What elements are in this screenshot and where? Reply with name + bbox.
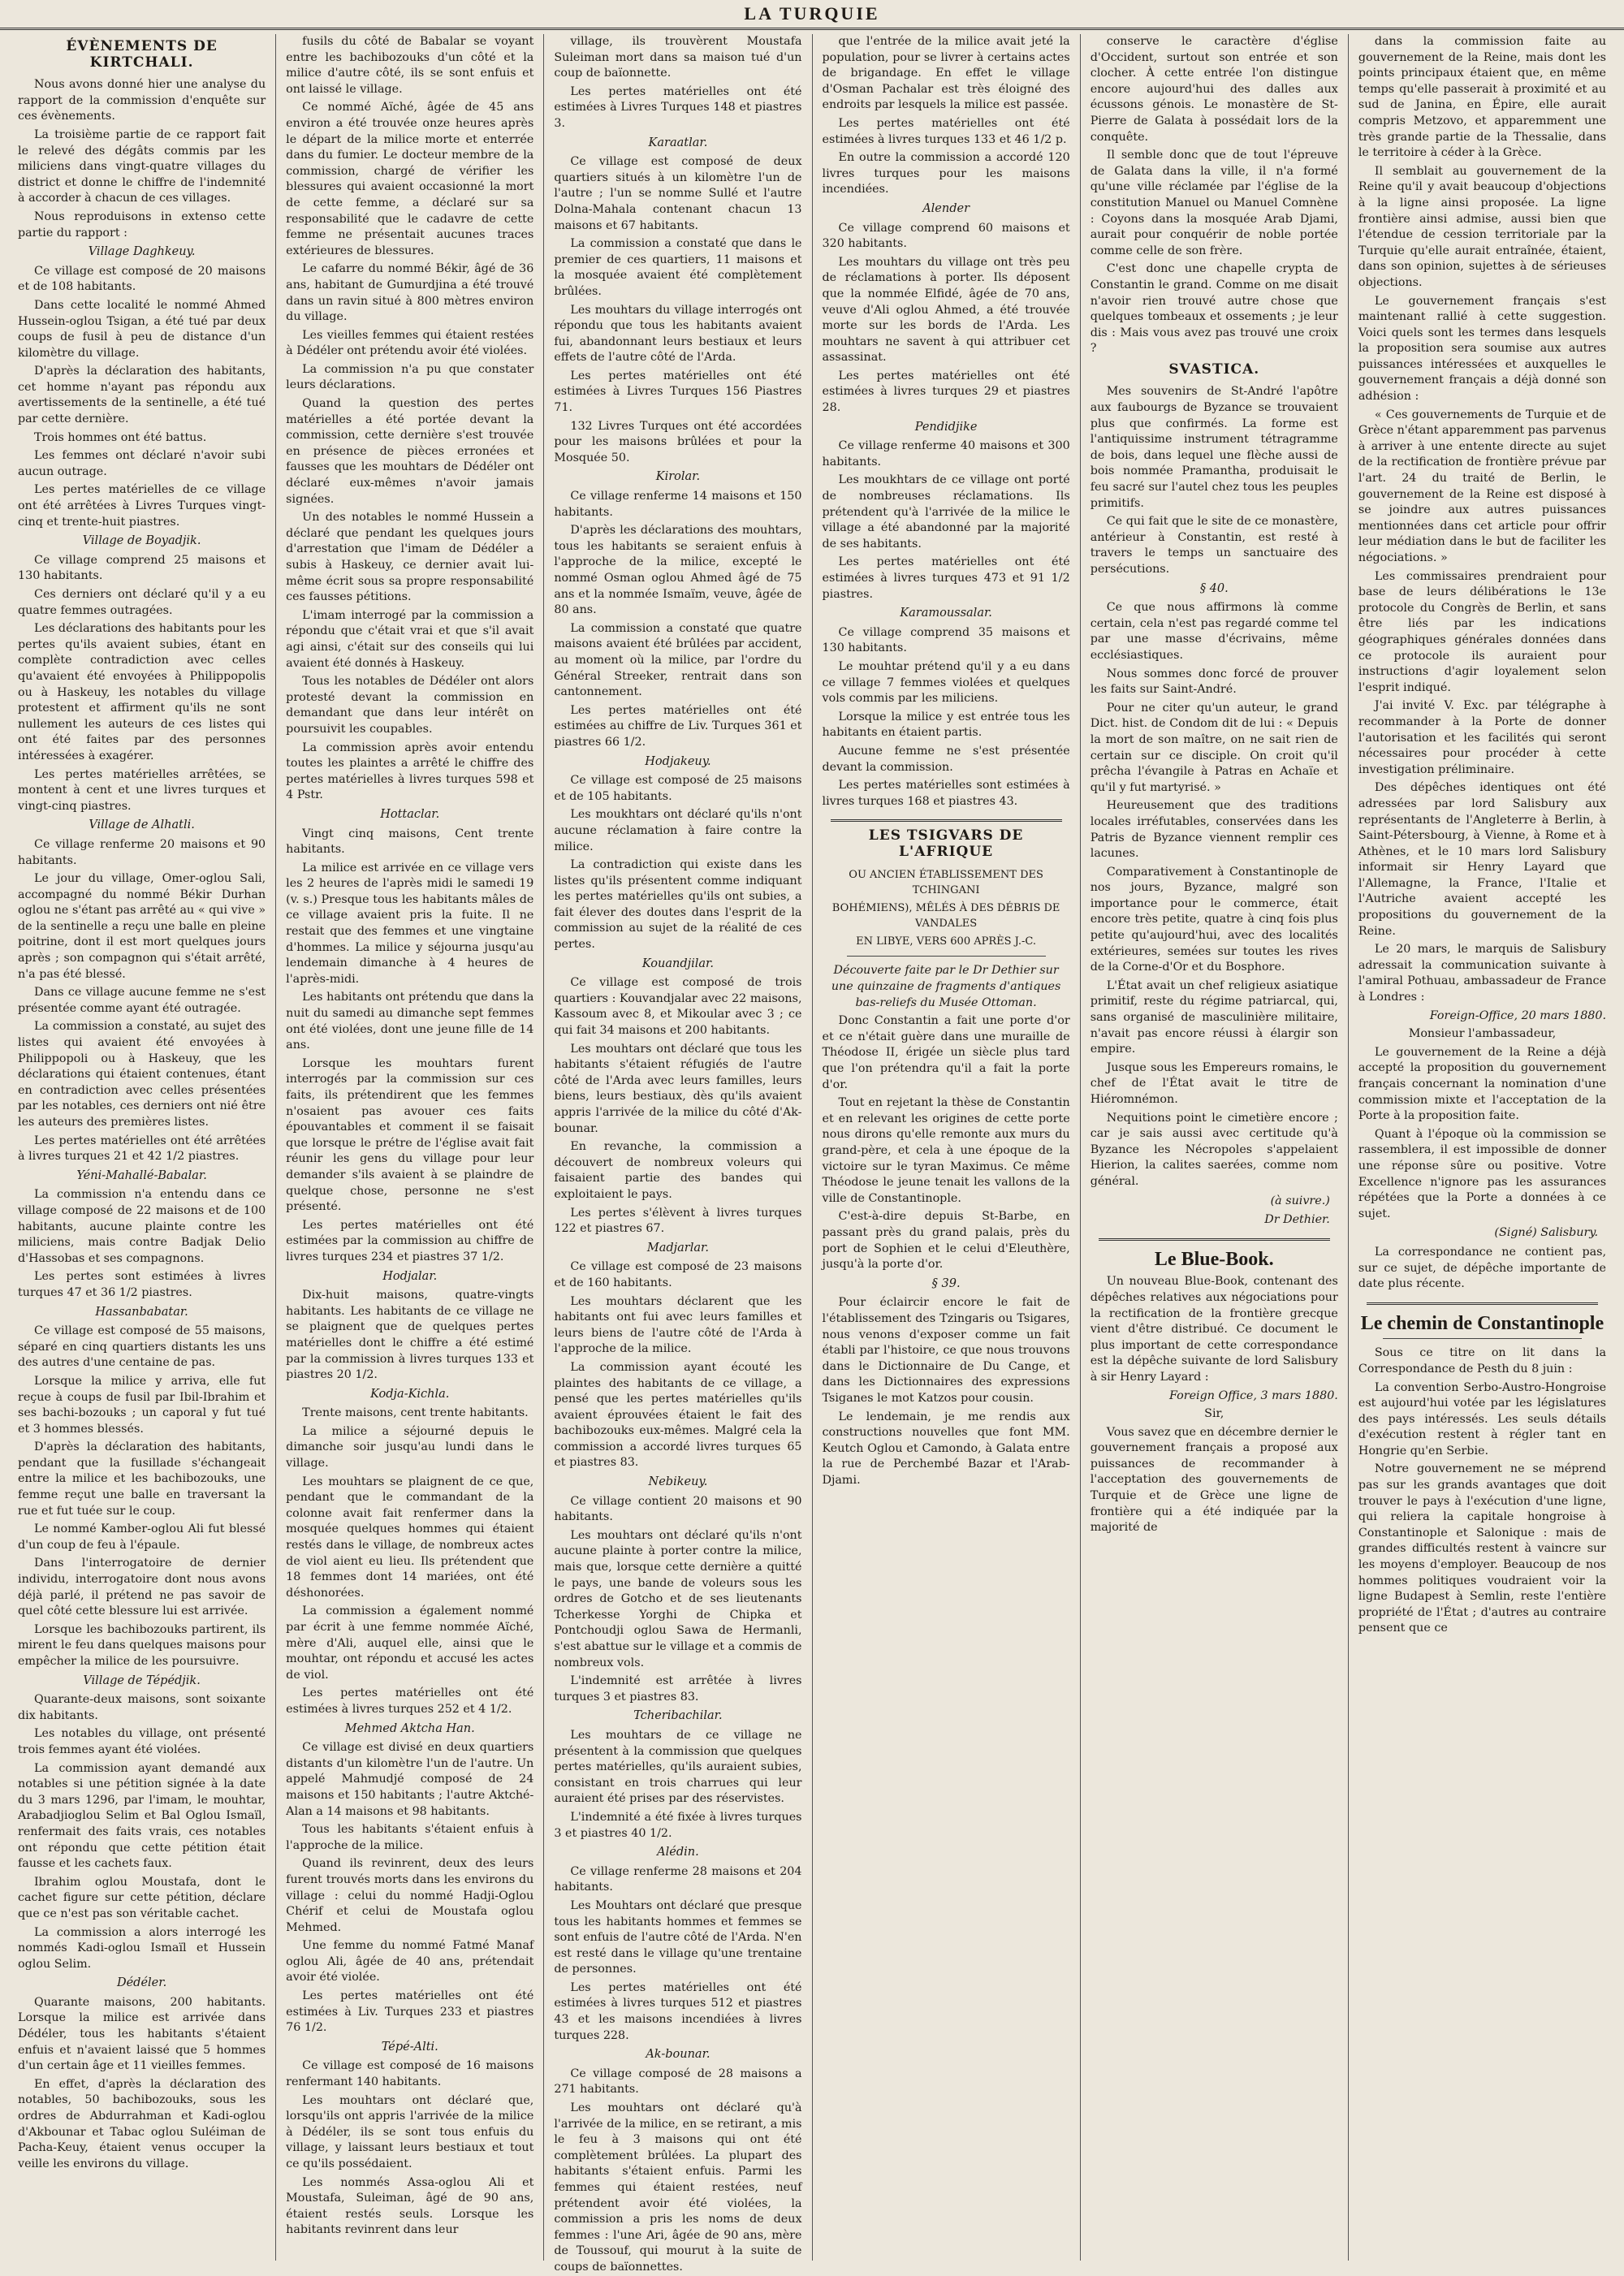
article-heading-kirtchali: ÉVÈNEMENTS DE KIRTCHALI. — [66, 38, 218, 71]
paragraph: Les commissaires prendraient pour base de leurs délibérations le 13e protocole du Congrès de Berlin, et sans être liés par les indications géographiques générales données dans ce protocole ils auraient pour instructions d'agir loyalement selon l'esprit indiqué. — [1358, 569, 1607, 694]
section-number: § 40. — [1199, 581, 1229, 595]
salutation: Monsieur l'ambassadeur, — [1408, 1027, 1557, 1041]
paragraph: Aucune femme ne s'est présentée devant la commission. — [822, 744, 1070, 774]
column-3 — [544, 34, 812, 2274]
paragraph: Trois hommes ont été battus. — [34, 430, 207, 444]
paragraph: Ce village est composé de trois quartiers : Kouvandjalar avec 22 maisons, Kassoum avec 8, et Mikoular avec 3 ; ce qui fait 34 maisons et 200 habitants. — [554, 976, 802, 1038]
paragraph: Les pertes matérielles ont été estimées à livres turques 473 et 91 1/2 piastres. — [822, 555, 1070, 601]
paragraph: Ce village est composé de 23 maisons et de 160 habitants. — [554, 1260, 802, 1289]
paragraph: Les pertes matérielles ont été estimées à livres turques 133 et 46 1/2 p. — [822, 116, 1070, 146]
paragraph: Le cafarre du nommé Békir, âgé de 36 ans, habitant de Gumurdjina a été trouvé dans un ravin situé à 800 mètres environ du village. — [286, 262, 534, 324]
paragraph: La troisième partie de ce rapport fait le relevé des dégâts commis par les miliciens dans vingt-quatre villages du district et donne le chiffre de l'indemnité à accorder à chacun de ces villages. — [18, 127, 266, 205]
village-heading: Village Daghkeuy. — [88, 245, 196, 259]
paragraph: 132 Livres Turques ont été accordées pour les maisons brûlées et pour la Mosquée 50. — [554, 419, 802, 464]
village-heading: Kouandjilar. — [641, 957, 714, 970]
paragraph: Heureusement que des traditions locales irréfutables, conservées dans les Patris de Byzance viennent remplir ces lacunes. — [1090, 799, 1338, 861]
svastica-heading: SVASTICA. — [1168, 361, 1260, 378]
paragraph: Le lendemain, je me rendis aux constructions nouvelles que font MM. Keutch Oglou et Camondo, à Galata entre la rue de Perchembé Bazar et l'Arab-Djami. — [822, 1410, 1070, 1487]
feature-subtitle: BOHÉMIENS), MÊLÉS À DES DÉBRIS DE VANDALES — [831, 901, 1060, 931]
paragraph: Ce que nous affirmons là comme certain, cela n'est pas regardé comme tel par une masse d'écrivains, même ecclésiastiques. — [1090, 601, 1338, 662]
paragraph: fusils du côté de Babalar se voyant entre les bachibozouks d'un côté et la milice d'autre côté, ils se sont enfuis et ont laissé le village. — [286, 35, 534, 96]
column-2 — [276, 34, 544, 2261]
paragraph: Ce nommé Aïché, âgée de 45 ans environ a été trouvée onze heures après le départ de la milice morte et enterrée dans du fumier. Le docteur membre de la commission, chargé de vérifier les blessures qui avaient occasionné la mort de cette femme, a déclaré sur sa responsabilité que le cadavre de cette femme ne présentait aucunes traces extérieures de blessures. — [286, 101, 534, 257]
paragraph: J'ai invité V. Exc. par télégraphe à recommander à la Porte de donner l'autorisation et les facilités qui seront nécessaires pour procéder à cette investigation préliminaire. — [1358, 699, 1607, 776]
paragraph: Les pertes matérielles ont été estimées à livres turques 29 et piastres 28. — [822, 369, 1070, 415]
paragraph: Nequitions point le cimetière encore ; car je sais aussi avec certitude qu'à Byzance les Nécropoles s'appelaient Hierion, la calites saerées, comme nom général. — [1090, 1111, 1338, 1188]
paragraph: Quarante-deux maisons, sont soixante dix habitants. — [18, 1693, 266, 1722]
paragraph: Pour éclaircir encore le fait de l'établissement des Tzingaris ou Tsigares, nous venons d'exposer comme un fait établi par l'histoire, ce que nous trouvons dans le Dictionnaire de Du Cange, et dans les Dictionnaires des expressions Tsiganes le mot Katzos pour cousin. — [822, 1296, 1070, 1405]
paragraph: Ce village est composé de 16 maisons renfermant 140 habitants. — [286, 2059, 534, 2089]
paragraph: En outre la commission a accordé 120 livres turques pour les maisons incendiées. — [822, 151, 1070, 197]
village-heading: Hottaclar. — [380, 807, 440, 821]
paragraph: Les pertes matérielles ont été estimées au chiffre de Liv. Turques 361 et piastres 66 1/2. — [554, 703, 802, 749]
paragraph: D'après les déclarations des mouhtars, tous les habitants se seraient enfuis à l'approche de la milice, excepté le nommé Osman oglou Ahmed âgé de 75 ans et la nommée Ismaïm, veuve, âgée de 80 ans. — [554, 524, 802, 617]
paragraph: Sous ce titre on lit dans la Correspondance de Pesth du 8 juin : — [1358, 1346, 1607, 1376]
paragraph: Nous sommes donc forcé de prouver les faits sur Saint-André. — [1090, 667, 1338, 697]
paragraph: Nous reproduisons in extenso cette partie du rapport : — [18, 209, 266, 240]
paragraph: Les pertes matérielles sont estimées à livres turques 168 et piastres 43. — [822, 779, 1070, 808]
feature-subtitle: OU ANCIEN ÉTABLISSEMENT DES TCHINGANI — [849, 868, 1043, 897]
paragraph: En effet, d'après la déclaration des notables, 50 bachibozouks, sous les ordres de Abdurrahman et Kadi-oglou d'Akbounar et Tabac oglou Suléiman de Pacha-Keuy, étaient venus occuper la veille les environs du village. — [18, 2077, 266, 2170]
column-6 — [1349, 34, 1616, 2261]
paragraph: Donc Constantin a fait une porte d'or et ce n'était guère dans une muraille de Théodose II, érigée un siècle plus tard que l'on prétendra qu'il a fait la porte d'or. — [822, 1014, 1070, 1091]
paragraph: Les femmes ont déclaré n'avoir subi aucun outrage. — [18, 449, 266, 478]
paragraph: dans la commission faite au gouvernement de la Reine, mais dont les points principaux étaient que, en même temps qu'elle passerait à proximité et au sud de Janina, en Épire, elle aurait compris Metzovo, et apparemment une très grande partie de la Thessalie, dans le territoire à céder à la Grèce. — [1358, 35, 1607, 160]
paragraph: La commission a alors interrogé les nommés Kadi-oglou Ismaïl et Hussein oglou Selim. — [18, 1925, 266, 1971]
paragraph: Lorsque la milice y est entrée tous les habitants en étaient partis. — [822, 710, 1070, 740]
paragraph: Les nommés Assa-oglou Ali et Moustafa, Suleiman, âgé de 90 ans, étaient restés seuls. Lorsque les habitants revinrent dans leur — [286, 2175, 534, 2237]
paragraph: Tous les notables de Dédéler ont alors protesté devant la commission en demandant que dans leur intérêt on poursuivit les coupables. — [286, 675, 534, 736]
paragraph: Les pertes matérielles ont été estimées à livres turques 252 et 4 1/2. — [286, 1686, 534, 1716]
paragraph: Trente maisons, cent trente habitants. — [302, 1406, 529, 1420]
paragraph: Ce village composé de 28 maisons a 271 habitants. — [554, 2067, 802, 2097]
paragraph: La milice est arrivée en ce village vers les 2 heures de l'après midi le samedi 19 (v. s.) Presque tous les habitants mâles de ce village avaient pris la fuite. Il ne restait que des femmes et une vingtaine d'hommes. La milice y séjourna jusqu'au lendemain dimanche à 4 heures de l'après-midi. — [286, 861, 534, 986]
village-heading: Nebikeuy. — [648, 1475, 708, 1489]
paragraph: Les pertes s'élèvent à livres turques 122 et piastres 67. — [554, 1206, 802, 1236]
paragraph: C'est donc une chapelle crypta de Constantin le grand. Comme on me disait n'avoir rien trouvé autre chose que quelques tombeaux et ossements ; je leur dis : Mais vous avez pas trouvé une croix ? — [1090, 262, 1338, 356]
feature-title: LES TSIGVARS DE L'AFRIQUE — [868, 827, 1024, 860]
village-heading: Pendidjike — [914, 420, 978, 434]
paragraph: La commission a également nommé par écrit à une femme nommée Aïché, mère d'Ali, auquel elle, ainsi que le mouhtar, ont répondu et accusé les actes de viol. — [286, 1604, 534, 1682]
village-heading: Kirolar. — [655, 470, 701, 484]
paragraph: D'après la déclaration des habitants, cet homme n'ayant pas répondu aux avertissements de la sentinelle, a été tué par cette dernière. — [18, 365, 266, 426]
paragraph: conserve le caractère d'église d'Occident, surtout son entrée et son clocher. À cette entrée l'on distingue encore aujourd'hui des dalles aux écussons génois. Le monastère de St-Pierre de Galata à possédait lors de la conquête. — [1090, 35, 1338, 144]
column-1 — [8, 34, 276, 2261]
paragraph: Ce village comprend 35 maisons et 130 habitants. — [822, 625, 1070, 655]
paragraph: La commission a constaté que dans le premier de ces quartiers, 11 maisons et la mosquée avaient été complètement brûlées. — [554, 237, 802, 298]
paragraph: Dans l'interrogatoire de dernier individu, interrogatoire dont nous avons déjà parlé, il prétend ne pas savoir de quel côté cette blessure lui est arrivée. — [18, 1557, 266, 1618]
paragraph: C'est-à-dire depuis St-Barbe, en passant près du grand palais, près du port de Sophien et le celui d'Eleuthère, jusqu'à la porte d'or. — [822, 1210, 1070, 1272]
paragraph: Les Mouhtars ont déclaré que presque tous les habitants hommes et femmes se sont enfuis de l'autre côté de l'Arda. N'en est resté dans le village qu'une trentaine de personnes. — [554, 1898, 802, 1976]
masthead — [0, 0, 1624, 30]
paragraph: Une femme du nommé Fatmé Manaf oglou Ali, âgée de 40 ans, prétendait avoir été violée. — [286, 1939, 534, 1984]
village-heading: Village de Alhatli. — [89, 818, 195, 832]
paragraph: Notre gouvernement ne se méprend pas sur les grands avantages que doit trouver le pays à l'exécution d'une ligne, qui reliera la capitale hongroise à Constantinople et Salonique : mais de grandes difficultés restent à vaincre sur les moyens d'employer. Beaucoup de nos hommes politiques voudraient voir la ligne Budapest à Semlin, reste l'entière propriété de l'État ; d'autres au contraire pensent que ce — [1358, 1462, 1607, 1635]
paragraph: La contradiction qui existe dans les listes qu'ils présentent comme indiquant les pertes matérielles qu'ils ont subies, a fait élever des doutes dans l'esprit de la commission au sujet de la réalité de ces pertes. — [554, 858, 802, 952]
village-heading: Hodjalar. — [382, 1269, 438, 1283]
continuation-note: (à suivre.) — [1270, 1194, 1330, 1207]
section-divider — [831, 819, 1062, 822]
paragraph: Les pertes matérielles ont été estimées à livres turques 512 et piastres 43 et les maisons incendiées à livres turques 228. — [554, 1980, 802, 2042]
village-heading: Karaatlar. — [648, 136, 708, 149]
paragraph: Lorsque les mouhtars furent interrogés par la commission sur ces faits, ils prétendirent que les femmes n'osaient pas avouer ces faits épouvantables et comment il se faisait que lorsque le prétre de l'église avait fait réunir les gens du village pour leur demander s'ils avaient à se plaindre de quelque chose, personne ne s'est présenté. — [286, 1056, 534, 1214]
paragraph: Dix-huit maisons, quatre-vingts habitants. Les habitants de ce village ne se plaignent que de quelques pertes matérielles dont le chiffre a été estimé par la commission à livres turques 133 et piastres 20 1/2. — [286, 1289, 534, 1382]
paragraph: L'État avait un chef religieux asiatique primitif, reste du régime patriarcal, qui, sans organisé de masculinière militaire, n'avait pas encore réussi à élargir son empire. — [1090, 978, 1338, 1056]
village-heading: Hassanbabatar. — [95, 1305, 188, 1319]
paragraph: Les pertes sont estimées à livres turques 47 et 36 1/2 piastres. — [18, 1270, 266, 1299]
paragraph: Ce village renferme 14 maisons et 150 habitants. — [554, 490, 802, 519]
paragraph: Tous les habitants s'étaient enfuis à l'approche de la milice. — [286, 1823, 534, 1852]
paragraph: Ce village est composé de 25 maisons et de 105 habitants. — [554, 774, 802, 803]
paragraph: Des dépêches identiques ont été adressées par lord Salisbury aux représentants de l'Angleterre à Berlin, à Saint-Pétersbourg, à Vienne, à Rome et à Athènes, et le 10 mars lord Salisbury informait sir Henry Layard que l'Allemagne, la France, l'Italie et l'Autriche avaient accepté les propositions du gouvernement de la Reine. — [1358, 781, 1607, 938]
paragraph: Les moukhtars de ce village ont porté de nombreuses réclamations. Ils prétendent qu'à l'arrivée de la milice le village a été abandonné par la majorité de ses habitants. — [822, 473, 1070, 551]
paragraph: Tout en rejetant la thèse de Constantin et en relevant les origines de cette porte nous dirons qu'elle remonte aux murs du grand-père, et cela à une époque de la victoire sur le tyran Maximus. Ce même Théodose le jeune tenait les vallons de la ville de Constantinople. — [822, 1096, 1070, 1205]
village-heading: Alender — [922, 201, 970, 215]
village-heading: Village de Tépédjik. — [83, 1674, 201, 1687]
village-heading: Tcheribachilar. — [633, 1709, 723, 1723]
paragraph: Ce village renferme 40 maisons et 300 habitants. — [822, 439, 1070, 469]
columns — [8, 34, 1616, 2274]
paragraph: Les mouhtars ont déclaré qu'à l'arrivée de la milice, en se retirant, a mis le feu à 3 maisons qui ont été complètement brûlées. La plupart des habitants s'étaient enfuis. Parmi les femmes qui étaient restées, neuf prétendent avoir été violées, la commission a pris les noms de deux femmes : l'une Ari, âgée de 90 ans, mère de Toussouf, qui mourut à la suite de coups de baïonnettes. — [554, 2101, 802, 2274]
village-heading: Tépé-Alti. — [381, 2040, 438, 2054]
village-heading: Village de Boyadjik. — [82, 534, 201, 548]
paragraph: La correspondance ne contient pas, sur ce sujet, de dépêche importante de date plus récente. — [1358, 1245, 1607, 1291]
paragraph: Ce village comprend 25 maisons et 130 habitants. — [18, 553, 266, 583]
signature: (Signé) Salisbury. — [1494, 1226, 1599, 1240]
column-4 — [813, 34, 1081, 2261]
paragraph: Les habitants ont prétendu que dans la nuit du samedi au dimanche sept femmes ont été violées, dont une jeune fille de 14 ans. — [286, 991, 534, 1052]
column-5 — [1081, 34, 1349, 2261]
village-heading: Yéni-Mahallé-Babalar. — [76, 1168, 207, 1182]
railway-article-title: Le chemin de Constantinople — [1360, 1312, 1605, 1334]
section-divider — [1367, 1302, 1598, 1305]
paragraph: Ce village est composé de 20 maisons et de 108 habitants. — [18, 264, 266, 294]
paragraph: Les moukhtars ont déclaré qu'ils n'ont aucune réclamation à faire contre la milice. — [554, 808, 802, 853]
paragraph: La commission ayant écouté les plaintes des habitants de ce village, a pensé que les pertes matérielles qu'ils avaient éprouvées étaient le fait des bachibozouks eux-mêmes. Malgré cela la commission a accordé livres turques 65 et piastres 83. — [554, 1360, 802, 1470]
blue-book-title: Le Blue-Book. — [1154, 1248, 1274, 1270]
village-heading: Ak-bounar. — [646, 2048, 710, 2062]
paragraph: Les vieilles femmes qui étaient restées à Dédéler ont prétendu avoir été violées. — [286, 328, 534, 358]
paragraph: La commission après avoir entendu toutes les plaintes a arrêté le chiffre des pertes matérielles à livres turques 598 et 4 Pstr. — [286, 741, 534, 802]
salutation: Sir, — [1204, 1407, 1224, 1421]
section-number: § 39. — [931, 1276, 961, 1290]
paragraph: Le gouvernement de la Reine a déjà accepté la proposition du gouvernement français concernant la nomination d'une commission mixte et l'acceptation de la Porte à la proposition faite. — [1358, 1045, 1607, 1123]
paragraph: Les notables du village, ont présenté trois femmes ayant été violées. — [18, 1727, 266, 1756]
paragraph: Ces derniers ont déclaré qu'il y a eu quatre femmes outragées. — [18, 588, 266, 617]
paragraph: Lorsque la milice y arriva, elle fut reçue à coups de fusil par Ibil-Ibrahim et ses bachi-bozouks ; un caporal y fut tué et 3 hommes blessés. — [18, 1374, 266, 1436]
village-heading: Mehmed Aktcha Han. — [344, 1721, 475, 1735]
paragraph: Les mouhtars du village ont très peu de réclamations à porter. Ils déposent que la nommée Elfidé, âgée de 70 ans, veuve d'Ali oglou Ahmed, a été trouvée morte sur les bords de l'Arda. Les mouhtars ne savent à qui attribuer cet assassinat. — [822, 255, 1070, 365]
paragraph: Vous savez que en décembre dernier le gouvernement français a proposé aux puissances de recommander à l'acceptation des gouvernements de Turquie et de Grèce une ligne de frontière qui a été indiquée par la majorité de — [1090, 1425, 1338, 1535]
feature-subtitle: EN LIBYE, VERS 600 APRÈS J.-C. — [856, 935, 1037, 948]
paragraph: La milice a séjourné depuis le dimanche soir jusqu'au lundi dans le village. — [286, 1424, 534, 1471]
paragraph: La commission n'a entendu dans ce village composé de 22 maisons et de 100 habitants, aucune plainte contre les miliciens, mais contre Badjak Delio d'Hassobas et ses compagnons. — [18, 1188, 266, 1265]
paragraph: Dans ce village aucune femme ne s'est présentée comme ayant été outragée. — [18, 986, 266, 1015]
paragraph: Ce village est composé de 55 maisons, séparé en cinq quartiers distants les uns des autres d'une centaine de pas. — [18, 1324, 266, 1370]
paragraph: Lorsque les bachibozouks partirent, ils mirent le feu dans quelques maisons pour empêcher la milice de les poursuivre. — [18, 1622, 266, 1668]
paragraph: Les déclarations des habitants pour les pertes qu'ils avaient subies, étant en complète contradiction avec celles qu'avaient été envoyées à Philippopolis ou à Haskeuy, les notables du village protestent et affirment qu'ils ne sont nullement les auteurs de ces listes qui ont été faites par des personnes intéressées à exagérer. — [18, 622, 266, 762]
paragraph: Les pertes matérielles ont été estimées à Liv. Turques 233 et piastres 76 1/2. — [286, 1989, 534, 2035]
paragraph: Les mouhtars se plaignent de ce que, pendant que le commandant de la colonne avait fait renfermer dans la mosquée quelques hommes qui étaient restés dans le village, de nombreux actes de viol aient eu lieu. Ils prétendent que 18 femmes dont 14 mariées, ont été déshonorées. — [286, 1475, 534, 1600]
paragraph: Les pertes matérielles ont été estimées par la commission au chiffre de livres turques 234 et piastres 37 1/2. — [286, 1218, 534, 1263]
village-heading: Alédin. — [657, 1846, 699, 1859]
newspaper-title: LA TURQUIE — [744, 3, 880, 24]
village-heading: Kodja-Kichla. — [370, 1387, 450, 1401]
paragraph: Quand ils revinrent, deux des leurs furent trouvés morts dans les environs du village : celui du nommé Hadji-Oglou Chérif et celui de Moustafa oglou Mehmed. — [286, 1857, 534, 1934]
paragraph: La convention Serbo-Austro-Hongroise est aujourd'hui votée par les législatures des pays intéressés. Les seuls détails d'exécution restent à régler tant en Hongrie qu'en Serbie. — [1358, 1380, 1607, 1458]
paragraph: Pour ne citer qu'un auteur, le grand Dict. hist. de Condom dit de lui : « Depuis la mort de son maître, on ne sait rien de certain sur ce disciple. On croit qu'il prêcha l'évangile à Patras en Achaïe et qu'il y fut martyrisé. » — [1090, 701, 1338, 794]
village-heading: Hodjakeuy. — [645, 754, 711, 768]
paragraph: Ce village contient 20 maisons et 90 habitants. — [554, 1494, 802, 1524]
paragraph: L'indemnité est arrêtée à livres turques 3 et piastres 83. — [554, 1674, 802, 1704]
paragraph: Ce village renferme 28 maisons et 204 habitants. — [554, 1864, 802, 1894]
village-heading: Madjarlar. — [646, 1241, 709, 1255]
paragraph: Les mouhtars du village interrogés ont répondu que tous les habitants avaient fui, abandonnant leurs bestiaux et leurs effets de l'autre côté de l'Arda. — [554, 303, 802, 365]
paragraph: La commission ayant demandé aux notables si une pétition signée à la date du 3 mars 1296, par l'imam, le mouhtar, Arabadjioglou Selim et Bal Oglou Ismaïl, renfermait des faits vrais, ces notables ont répondu que cette pétition était fausse et les cachets faux. — [18, 1761, 266, 1871]
paragraph: Les mouhtars ont déclaré que, lorsqu'ils ont appris l'arrivée de la milice à Dédéler, ils se sont tous enfuis du village, y laissant leurs bestiaux et tout ce qu'ils possédaient. — [286, 2093, 534, 2170]
author-signature: Dr Dethier. — [1264, 1213, 1330, 1227]
paragraph: Il semblait au gouvernement de la Reine qu'il y avait beaucoup d'objections à la ligne ainsi proposée. La ligne frontière ainsi admise, aussi bien que l'étendue de cession territoriale par la Turquie qu'elle aurait entraînée, étaient, dans son opinion, sujettes à de sérieuses objections. — [1358, 164, 1607, 289]
paragraph: Les mouhtars ont déclaré que tous les habitants s'étaient réfugiés de l'autre côté de l'Arda avec leurs familles, leurs biens, leurs bestiaux, dès qu'ils avaient appris l'arrivée de la milice du côté d'Ak-bounar. — [554, 1042, 802, 1135]
paragraph: Ce village est composé de deux quartiers situés à un kilomètre l'un de l'autre ; l'un se nomme Sullé et l'autre Dolna-Mahala contenant chacun 13 maisons et 67 habitants. — [554, 155, 802, 232]
paragraph: Vingt cinq maisons, Cent trente habitants. — [286, 827, 534, 857]
paragraph: Dans cette localité le nommé Ahmed Hussein-oglou Tsigan, a été tué par deux coups de fusil à peu de distance d'un kilomètre du village. — [18, 298, 266, 360]
paragraph: Ce qui fait que le site de ce monastère, antérieur à Constantin, est resté à travers le temps un sanctuaire des persécutions. — [1090, 515, 1338, 576]
paragraph: Un des notables le nommé Hussein a déclaré que pendant les quelques jours d'arrestation que l'imam de Dédéler a subis à Haskeuy, ce dernier avait lui-même écrit sous sa propre responsabilité ces fausses pétitions. — [286, 511, 534, 604]
paragraph: Les mouhtars déclarent que les habitants ont fui avec leurs familles et leurs biens de l'autre côté de l'Arda à l'approche de la milice. — [554, 1294, 802, 1356]
dateline: Foreign Office, 3 mars 1880. — [1168, 1388, 1338, 1402]
paragraph: L'imam interrogé par la commission a répondu que c'était vrai et que s'il avait agi ainsi, c'était sur des conseils qui lui avaient été donnés à Haskeuy. — [286, 608, 534, 670]
paragraph: Un nouveau Blue-Book, contenant des dépêches relatives aux négociations pour la rectification de la frontière grecque vient d'être distribué. Ce document le plus important de cette correspondance est la dépêche suivante de lord Salisbury à sir Henry Layard : — [1090, 1275, 1338, 1384]
paragraph: Le mouhtar prétend qu'il y a eu dans ce village 7 femmes violées et quelques vols commis par les miliciens. — [822, 659, 1070, 706]
paragraph: Nous avons donné hier une analyse du rapport de la commission d'enquête sur ces évènements. — [18, 78, 266, 123]
paragraph: La commission a constaté, au sujet des listes qui avaient été envoyées à Philippopoli ou à Haskeuy, que les déclarations qui étaient contenues, étant en contradiction avec celles présentées par les notables, ces derniers ont nié être les auteurs des premières listes. — [18, 1020, 266, 1129]
paragraph: Quand la question des pertes matérielles a été portée devant la commission, cette dernière s'est trouvée en présence de pièces erronées et fausses que les mouhtars de Dédéler ont déclaré eux-mêmes n'avoir jamais signées. — [286, 397, 534, 506]
section-divider — [1099, 1238, 1330, 1241]
paragraph: En revanche, la commission a découvert de nombreux voleurs qui faisaient partie des bandes qui exploitaient le pays. — [554, 1140, 802, 1201]
paragraph: Quant à l'époque où la commission se rassemblera, il est impossible de donner une réponse sûre ou positive. Votre Excellence n'ignore pas les assurances répétées que la Porte a données à ce sujet. — [1358, 1127, 1607, 1220]
paragraph: Quarante maisons, 200 habitants. Lorsque la milice est arrivée dans Dédéler, tous les habitants s'étaient enfuis et n'avaient laissé que 5 hommes d'un certain âge et 11 vieilles femmes. — [18, 1995, 266, 2073]
feature-intro: Découverte faite par le Dr Dethier sur une quinzaine de fragments d'antiques bas-reliefs du Musée Ottoman. — [831, 964, 1061, 1009]
divider — [847, 956, 1046, 957]
paragraph: Les pertes matérielles arrêtées, se montent à cent et une livres turques et vingt-cinq piastres. — [18, 767, 266, 813]
paragraph: Les mouhtars ont déclaré qu'ils n'ont aucune plainte à porter contre la milice, mais que, lorsque cette dernière a quitté le pays, une bande de voleurs sous les ordres de Gotcho et de ses lieutenants Tcherkesse Yorghi de Chipka et Pontchoudji oglou Sawa de Hermanli, s'est abattue sur le village et a commis de nombreux vols. — [554, 1528, 802, 1669]
paragraph: Les pertes matérielles ont été estimées à Livres Turques 156 Piastres 71. — [554, 369, 802, 415]
paragraph: Il semble donc que de tout l'épreuve de Galata dans la ville, il n'a formé qu'une ville réclamée par l'église de la constitution Manuel ou Manuel Comnène : Coyons dans la mosquée Arab Djami, aurait pour conquérir de noble portée comme celle de son frère. — [1090, 149, 1338, 257]
paragraph: Ibrahim oglou Moustafa, dont le cachet figure sur cette pétition, déclare que ce n'est pas son véritable cachet. — [18, 1875, 266, 1920]
paragraph: Les pertes matérielles de ce village ont été arrêtées à Livres Turques vingt-cinq et trente-huit piastres. — [18, 483, 266, 529]
paragraph: Le 20 mars, le marquis de Salisbury adressait la communication suivante à l'amiral Pothuau, ambassadeur de France à Londres : — [1358, 943, 1607, 1004]
paragraph: Mes souvenirs de St-André l'apôtre aux faubourgs de Byzance se trouvaient plus que confirmés. La forme est l'antiquissime instrument tétragramme de bois, dans lequel une flèche aussi de bois nommée Pramantha, produisait le feu sacré sur l'autel chez tous les peuples primitifs. — [1090, 385, 1338, 510]
paragraph: Les pertes matérielles ont été arrêtées à livres turques 21 et 42 1/2 piastres. — [18, 1134, 266, 1164]
paragraph: L'indemnité a été fixée à livres turques 3 et piastres 40 1/2. — [554, 1810, 802, 1840]
paragraph: Comparativement à Constantinople de nos jours, Byzance, malgré son importance pour le commerce, était encore très petite, quatre à cinq fois plus petite qu'aujourd'hui, avec des localités extérieures, semées sur toutes les rives de la Corne-d'Or et du Bosphore. — [1090, 865, 1338, 974]
paragraph: Ce village est divisé en deux quartiers distants d'un kilomètre l'un de l'autre. Un appelé Mahmudjé composé de 24 maisons et 150 habitants ; l'autre Aktché-Alan a 14 maisons et 98 habitants. — [286, 1741, 534, 1818]
paragraph: Ce village comprend 60 maisons et 320 habitants. — [822, 221, 1070, 251]
paragraph: Les pertes matérielles ont été estimées à Livres Turques 148 et piastres 3. — [554, 84, 802, 130]
paragraph: village, ils trouvèrent Moustafa Suleiman mort dans sa maison tué d'un coup de baïonnette. — [554, 35, 802, 80]
paragraph: que l'entrée de la milice avait jeté la population, pour se livrer à certains actes de brigandage. En effet le village d'Osman Pachalar est très éloigné des endroits par lesquels la milice est passée. — [822, 35, 1070, 112]
divider — [1383, 1338, 1582, 1339]
paragraph: Le nommé Kamber-oglou Ali fut blessé d'un coup de feu à l'épaule. — [18, 1522, 266, 1552]
dateline: Foreign-Office, 20 mars 1880. — [1429, 1008, 1607, 1022]
village-heading: Karamoussalar. — [900, 607, 992, 620]
paragraph: La commission n'a pu que constater leurs déclarations. — [286, 362, 534, 392]
paragraph: D'après la déclaration des habitants, pendant que la fusillade s'échangeait entre la milice et les bachibozouks, une femme reçut une balle en traversant la rue et fut tuée sur le coup. — [18, 1440, 266, 1518]
village-heading: Dédéler. — [116, 1976, 167, 1990]
paragraph: La commission a constaté que quatre maisons avaient été brûlées par accident, au moment où la milice, par l'ordre du Général Streeker, rentrait dans son cantonnement. — [554, 621, 802, 699]
paragraph: Jusque sous les Empereurs romains, le chef de l'État avait le titre de Hiéromnémon. — [1090, 1060, 1338, 1106]
paragraph: Les mouhtars de ce village ne présentent à la commission que quelques pertes matérielles, qu'ils auraient subies, consistant en trois charrues qui leur auraient été prises par des réservistes. — [554, 1728, 802, 1806]
paragraph: Le jour du village, Omer-oglou Sali, accompagné du nommé Békir Durhan oglou ne s'étant pas arrêté au « qui vive » de la sentinelle a reçu une balle en pleine poitrine, dont il est mort quelques jours après ; son compagnon qui s'était arrêté, n'a pas été blessé. — [18, 872, 266, 981]
paragraph: Le gouvernement français s'est maintenant rallié à cette suggestion. Voici quels sont les termes dans lesquels la proposition sera soumise aux autres puissances intéressées et auxquelles le gouvernement français a déjà donné son adhésion : — [1358, 294, 1607, 404]
paragraph: « Ces gouvernements de Turquie et de Grèce n'étant apparemment pas parvenus à arriver à une entente directe au sujet de la rectification de frontière prévue par l'art. 24 du traité de Berlin, le gouvernement de la Reine est disposé à se joindre aux autres puissances mentionnées dans cet article pour offrir leur médiation dans le but de faciliter les négociations. » — [1358, 408, 1607, 564]
paragraph: Ce village renferme 20 maisons et 90 habitants. — [18, 837, 266, 867]
